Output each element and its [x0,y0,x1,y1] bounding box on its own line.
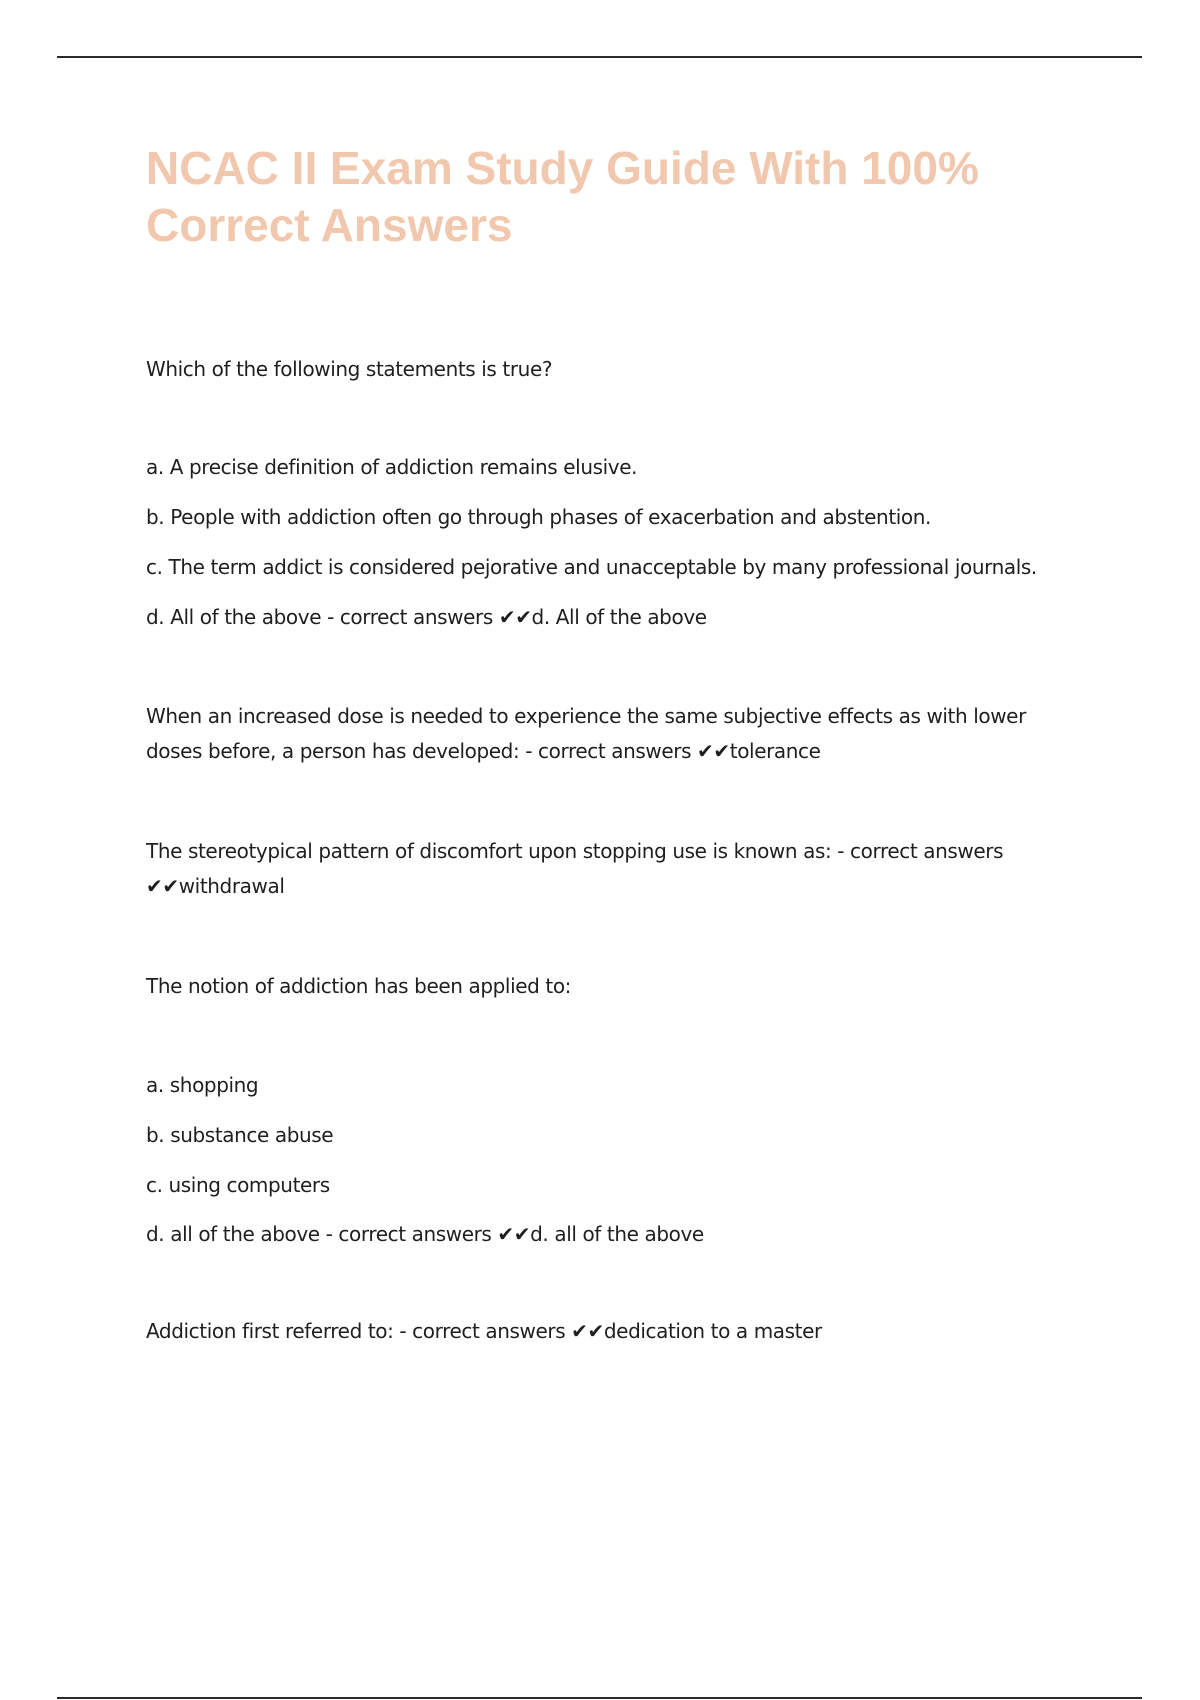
question-4-option-b: b. substance abuse [146,1123,334,1147]
header-rule [57,56,1142,58]
question-5-prompt: Addiction first referred to: - correct answers ✔✔dedication to a master [146,1319,822,1343]
question-1-option-b: b. People with addiction often go through phases of exacerbation and abstention. [146,505,932,529]
question-5 [146,1314,1066,1349]
question-4-option-a: a. shopping [146,1073,259,1097]
question-3 [146,834,1066,904]
question-1-options [146,450,1066,650]
question-4-option-c: c. using computers [146,1173,330,1197]
question-4-option-d: d. all of the above - correct answers ✔✔d. all of the above [146,1222,704,1246]
document-body [146,140,1066,1343]
question-1-option-a: a. A precise definition of addiction remains elusive. [146,455,638,479]
question-2 [146,699,1066,769]
question-4 [146,969,1066,1004]
question-1-prompt: Which of the following statements is true? [146,357,553,381]
question-4-options [146,1068,1066,1267]
document-title: NCAC II Exam Study Guide With 100% Correct Answers [146,142,979,251]
question-2-prompt: When an increased dose is needed to experience the same subjective effects as with lower doses before, a person has developed: - correct answers ✔✔tolerance [146,704,1026,763]
question-1-option-c: c. The term addict is considered pejorative and unacceptable by many professional journals. [146,555,1037,579]
question-1-option-d: d. All of the above - correct answers ✔✔d. All of the above [146,605,707,629]
question-1 [146,352,1066,387]
question-4-prompt: The notion of addiction has been applied to: [146,974,572,998]
question-3-prompt: The stereotypical pattern of discomfort upon stopping use is known as: - correct answers ✔✔withdrawal [146,839,1004,898]
footer-rule [57,1697,1142,1699]
